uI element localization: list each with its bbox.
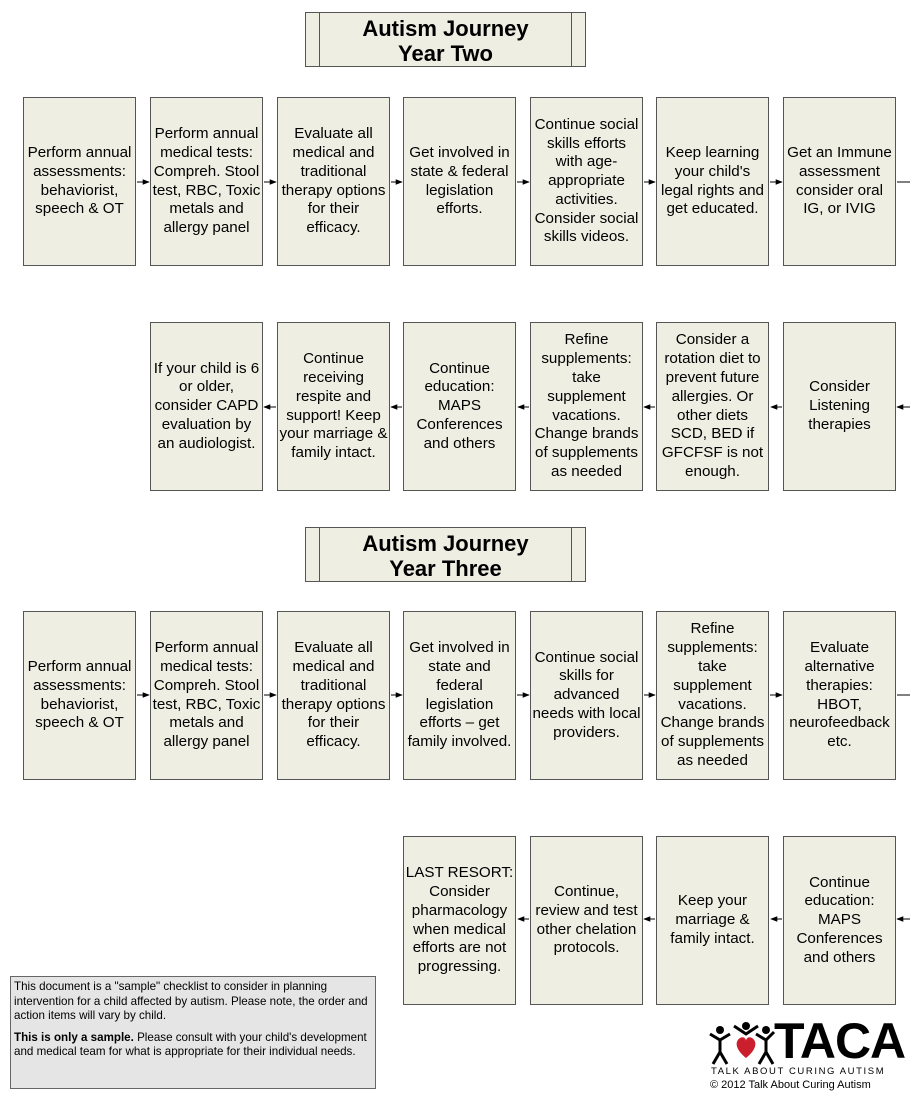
y2-step-immune-assessment: Get an Immune assessment consider oral IG, or IVIG: [783, 97, 896, 266]
y2-step-continue-education: Continue education: MAPS Conferences and others: [403, 322, 516, 491]
y2-step-respite-support: Continue receiving respite and support! Keep your marriage & family intact.: [277, 322, 390, 491]
disclaimer-note: [10, 976, 376, 1089]
taca-logo-text: TACA: [774, 1013, 906, 1069]
y3-step-medical-tests: Perform annual medical tests: Compreh. Stool test, RBC, Toxic metals and allergy panel: [150, 611, 263, 780]
y3-step-evaluate-options: Evaluate all medical and traditional therapy options for their efficacy.: [277, 611, 390, 780]
copyright-text: © 2012 Talk About Curing Autism: [710, 1079, 871, 1091]
year-two-title-line2: Year Two: [398, 41, 493, 66]
y3-step-last-resort: LAST RESORT: Consider pharmacology when medical efforts are not progressing.: [403, 836, 516, 1005]
y3-step-continue-education: Continue education: MAPS Conferences and others: [783, 836, 896, 1005]
y3-step-refine-supplements: Refine supplements: take supplement vacations. Change brands of supplements as needed: [656, 611, 769, 780]
y3-step-alternative-therapies: Evaluate alternative therapies: HBOT, neurofeedback etc.: [783, 611, 896, 780]
y2-step-medical-tests: Perform annual medical tests: Compreh. Stool test, RBC, Toxic metals and allergy panel: [150, 97, 263, 266]
y2-step-annual-assessments: Perform annual assessments: behaviorist, speech & OT: [23, 97, 136, 266]
y2-step-refine-supplements: Refine supplements: take supplement vacations. Change brands of supplements as needed: [530, 322, 643, 491]
y3-step-chelation: Continue, review and test other chelation protocols.: [530, 836, 643, 1005]
year-two-title-line1: Autism Journey: [362, 16, 529, 41]
y2-step-legal-rights: Keep learning your child's legal rights and get educated.: [656, 97, 769, 266]
y3-step-social-skills: Continue social skills for advanced needs with local providers.: [530, 611, 643, 780]
y2-step-rotation-diet: Consider a rotation diet to prevent future allergies. Or other diets SCD, BED if GFCFSF is not enough.: [656, 322, 769, 491]
y2-step-legislation: Get involved in state & federal legislation efforts.: [403, 97, 516, 266]
y3-step-marriage-family: Keep your marriage & family intact.: [656, 836, 769, 1005]
y3-step-annual-assessments: Perform annual assessments: behaviorist, speech & OT: [23, 611, 136, 780]
y2-step-evaluate-options: Evaluate all medical and traditional therapy options for their efficacy.: [277, 97, 390, 266]
y2-step-capd-evaluation: If your child is 6 or older, consider CAPD evaluation by an audiologist.: [150, 322, 263, 491]
year-three-title-line1: Autism Journey: [362, 531, 529, 556]
y2-step-social-skills: Continue social skills efforts with age-appropriate activities. Consider social skills videos.: [530, 97, 643, 266]
y3-step-legislation: Get involved in state and federal legislation efforts – get family involved.: [403, 611, 516, 780]
year-three-title-line2: Year Three: [389, 556, 502, 581]
disclaimer-paragraph-2: [14, 1031, 372, 1060]
disclaimer-rest: Please consult with your child's development and medical team for what is appropriate for their individual needs.: [14, 1030, 367, 1059]
y2-step-listening-therapies: Consider Listening therapies: [783, 322, 896, 491]
disclaimer-paragraph-1: This document is a "sample" checklist to consider in planning intervention for a child affected by autism. Please note, the order and action items will vary by child.: [14, 980, 368, 1023]
disclaimer-bold-lead: This is only a sample.: [14, 1030, 134, 1044]
taca-tagline: TALK ABOUT CURING AUTISM: [711, 1066, 886, 1077]
